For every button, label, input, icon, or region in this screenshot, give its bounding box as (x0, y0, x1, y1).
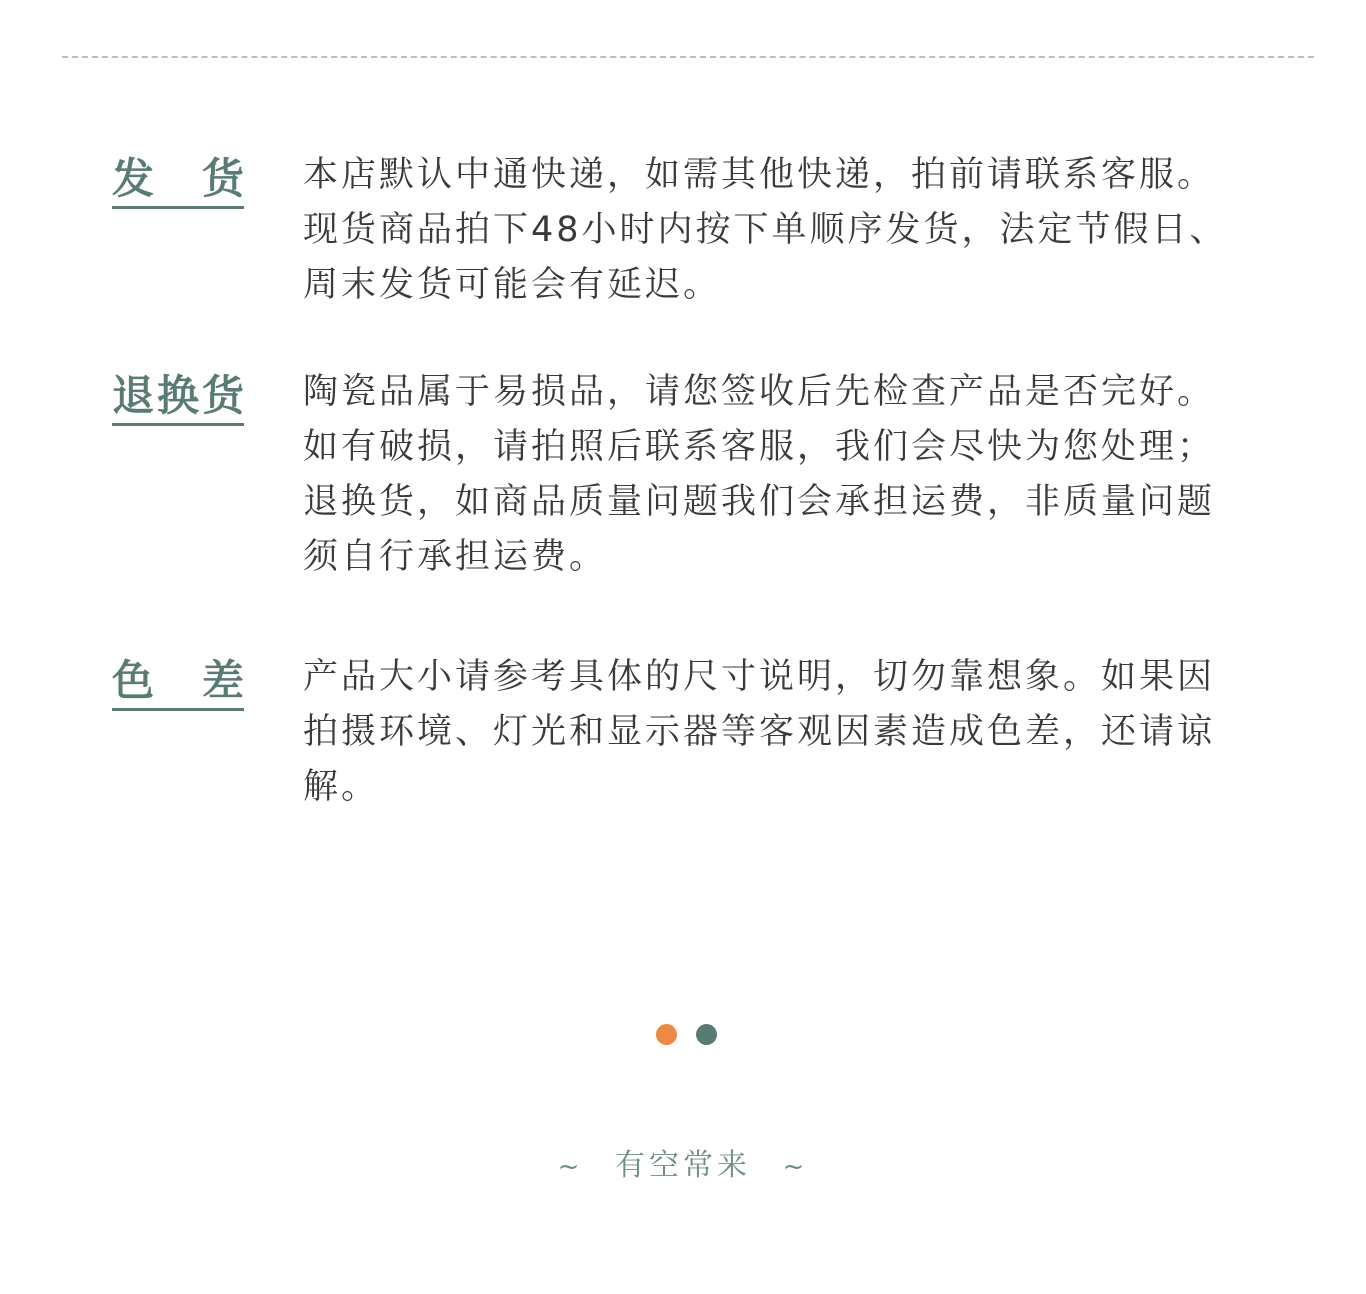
decorative-dots (656, 1024, 720, 1046)
footer-slogan (0, 1146, 1366, 1187)
tilde-left: ~ (557, 1152, 584, 1182)
tilde-right: ~ (782, 1152, 809, 1182)
dashed-divider (62, 56, 1314, 58)
section-label-returns: 退换货 (112, 369, 244, 426)
section-text-returns: 陶瓷品属于易损品，请您签收后先检查产品是否完好。 如有破损，请拍照后联系客服，我们会尽快为您处理； 退换货，如商品质量问题我们会承担运费，非质量问题 须自行承担运费。 (303, 372, 1216, 577)
orange-dot-icon (656, 1024, 677, 1045)
section-label-shipping: 发货 (112, 152, 244, 209)
section-text-shipping: 本店默认中通快递，如需其他快递，拍前请联系客服。 现货商品拍下48小时内按下单顺序发货，法定节假日、 周末发货可能会有延迟。 (303, 155, 1228, 305)
footer-text: 有空常来 (615, 1148, 751, 1183)
teal-dot-icon (696, 1024, 717, 1045)
section-text-color-difference: 产品大小请参考具体的尺寸说明，切勿靠想象。如果因 拍摄环境、灯光和显示器等客观因素造成色差，还请谅 解。 (303, 657, 1216, 807)
section-label-color-difference: 色差 (112, 654, 244, 711)
